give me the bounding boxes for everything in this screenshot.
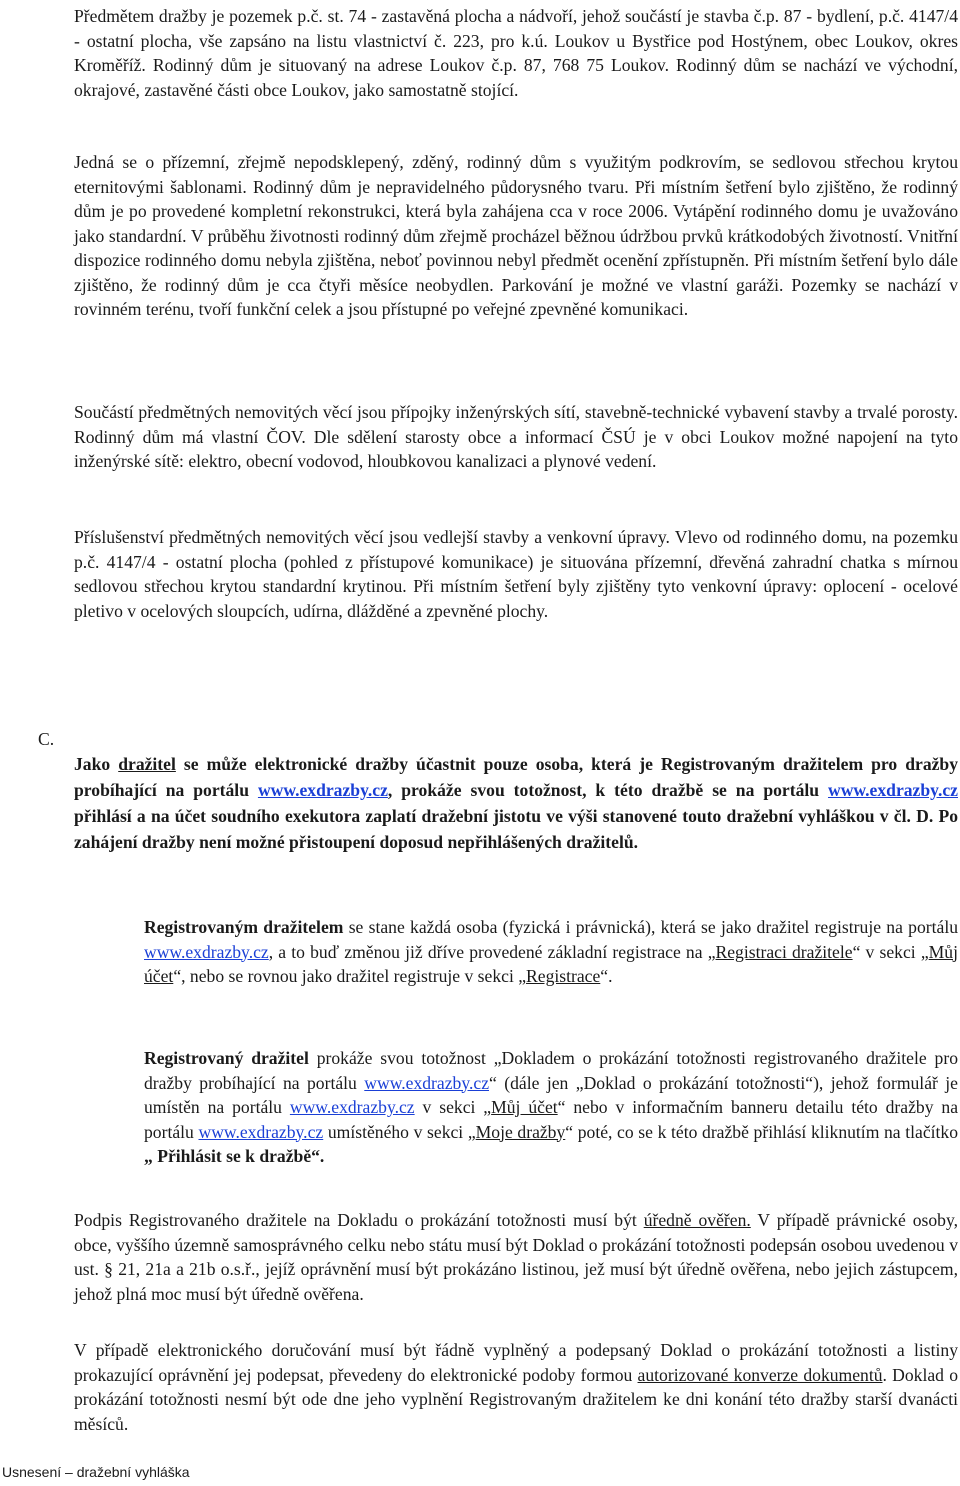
exdrazby-link[interactable]: www.exdrazby.cz: [144, 941, 269, 962]
my-account-section-name: Můj účet: [144, 941, 958, 986]
paragraph-accessories-text: Příslušenství předmětných nemovitých věcí jsou vedlejší stavby a venkovní úpravy. Vlevo od rodinného domu, na pozemku p.č. 4147/4 - ostatní plocha (pohled z přístupové komunikace) je situována přízemní, dřevěná zahradní chatka s mírnou sedlovou střechou krytou standardní krytinou. Při místním šetření byly zjištěny tyto venkovní úpravy: oplocení - ocelové pletivo v ocelových sloupcích, udírna, dlážděné a zpevněné plochy.: [74, 527, 958, 621]
sig2-text-2: . Doklad o prokázání totožnosti nesmí být ode dne jeho vyplnění Registrovaným dražitelem ke dni konání této dražby starší dvanácti měsíců.: [74, 1364, 958, 1434]
exdrazby-link[interactable]: www.exdrazby.cz: [198, 1121, 324, 1142]
reg2-text-6: “ poté, co se k této dražbě přihlásí kliknutím na tlačítko: [565, 1121, 959, 1142]
paragraph-registered-bidder: [74, 915, 958, 989]
login-button-name: „ Přihlásit se k dražbě“.: [144, 1146, 325, 1166]
my-account-section-name: Můj účet: [491, 1097, 558, 1117]
certified-term: úředně ověřen.: [643, 1210, 751, 1230]
paragraph-bidder-conditions: [74, 751, 958, 855]
paragraph-electronic-delivery: [74, 1338, 958, 1436]
reg1-text-2: , a to buď změnou již dříve provedené základní registrace na „: [268, 941, 716, 962]
reg1-text-4: “, nebo se rovnou jako dražitel registruje v sekci „: [173, 966, 527, 986]
paragraph-subject-text: Předmětem dražby je pozemek p.č. st. 74 - zastavěná plocha a nádvoří, jehož součástí je stavba č.p. 87 - bydlení, p.č. 4147/4 - ostatní plocha, vše zapsáno na listu vlastnictví č. 223, pro k.ú. Loukov u Bystřice pod Hostýnem, obec Loukov, okres Kroměříž. Rodinný dům je situovaný na adrese Loukov č.p. 87, 768 75 Loukov. Rodinný dům se nachází ve východní, okrajové, zastavěné části obce Loukov, jako samostatně stojící.: [74, 6, 958, 100]
bidder-text-2: se může elektronické dražby účastnit pouze osoba, která je Registrovaným dražitelem pro dražby probíhající na portálu: [74, 754, 959, 800]
sig1-text-1: Podpis Registrovaného dražitele na Dokladu o prokázání totožnosti musí být: [74, 1210, 644, 1230]
section-label-c: C.: [38, 729, 55, 749]
bidder-text-4: přihlásí a na účet soudního exekutora zaplatí dražební jistotu ve výši stanovené touto dražební vyhláškou v čl. D. Po zahájení dražby není možné přistoupení doposud nepřihlášených dražitelů.: [74, 806, 958, 852]
reg1-text-1: se stane každá osoba (fyzická i právnická), která se jako dražitel registruje na portálu: [343, 917, 959, 937]
paragraph-components: [74, 400, 958, 474]
registered-bidder-term: Registrovaný dražitel: [144, 1048, 309, 1068]
paragraph-house-description: [74, 150, 958, 322]
registration-section-name: Registraci dražitele: [715, 941, 853, 962]
bidder-text-1: Jako: [74, 754, 119, 774]
bidder-term: dražitel: [118, 754, 176, 774]
my-auctions-section-name: Moje dražby: [475, 1121, 566, 1142]
reg2-text-2: “ (dále jen „Doklad o prokázání totožnosti“), jehož formulář je umístěn na portálu: [144, 1072, 958, 1117]
paragraph-subject: [74, 4, 958, 102]
registered-bidder-term: Registrovaným dražitelem: [144, 917, 344, 937]
reg2-text-3: v sekci „: [414, 1097, 492, 1117]
paragraph-signature: [74, 1208, 958, 1306]
paragraph-components-text: Součástí předmětných nemovitých věcí jsou přípojky inženýrských sítí, stavebně-technické vybavení stavby a trvalé porosty. Rodinný dům má vlastní ČOV. Dle sdělení starosty obce a informací ČSÚ je v obci Loukov možné napojení na tyto inženýrské sítě: elektro, obecní vodovod, hloubkovou kanalizaci a plynové vedení.: [74, 402, 958, 471]
paragraph-identity-proof: [74, 1046, 958, 1169]
exdrazby-link[interactable]: www.exdrazby.cz: [289, 1097, 415, 1117]
reg2-text-5: umístěného v sekci „: [323, 1121, 476, 1142]
reg2-text-4: “ nebo v informačním banneru detailu této dražby na portálu: [144, 1097, 959, 1142]
paragraph-accessories: [74, 525, 958, 623]
reg1-text-5: “.: [600, 966, 613, 986]
registration-section-name: Registrace: [526, 966, 601, 986]
bidder-text-3: , prokáže svou totožnost, k této dražbě se na portálu: [387, 780, 829, 800]
exdrazby-link[interactable]: www.exdrazby.cz: [828, 780, 958, 800]
conversion-term: autorizované konverze dokumentů: [637, 1364, 883, 1385]
exdrazby-link[interactable]: www.exdrazby.cz: [364, 1072, 490, 1093]
paragraph-house-description-text: Jedná se o přízemní, zřejmě nepodsklepený, zděný, rodinný dům s využitým podkrovím, se sedlovou střechou krytou eternitovými šablonami. Rodinný dům je nepravidelného půdorysného tvaru. Při místním šetření bylo zjištěno, že rodinný dům je po provedené kompletní rekonstrukci, která byla zahájena cca v roce 2006. Vytápění rodinného domu je uvažováno jako standardní. V průběhu životnosti rodinný dům zřejmě procházel běžnou údržbou prvků krátkodobých životností. Vnitřní dispozice rodinného domu nebyla zjištěna, neboť povinnou nebyl předmět ocenění zpřístupněn. Při místním šetření bylo dále zjištěno, že rodinný dům je cca čtyři měsíce neobydlen. Parkování je možné ve vlastní garáži. Pozemky se nachází v rovinném terénu, tvoří funkční celek a jsou přístupné po veřejné zpevněné komunikaci.: [74, 152, 958, 319]
reg1-text-3: “ v sekci „: [852, 941, 929, 962]
page-footer: Usnesení – dražební vyhláška: [2, 1464, 190, 1480]
sig2-text-1: V případě elektronického doručování musí být řádně vyplněný a podepsaný Doklad o prokázání totožnosti a listiny prokazující oprávnění jej podepsat, převedeny do elektronické podoby formou: [74, 1340, 958, 1385]
sig1-text-2: V případě právnické osoby, obce, vyššího územně samosprávného celku nebo státu musí být Doklad o prokázání totožnosti podepsán osobou uvedenou v ust. § 21, 21a a 21b o.s.ř., jejíž oprávnění musí být prokázáno listinou, jež musí být úředně ověřena, nebo jejich zástupcem, jehož plná moc musí být úředně ověřena.: [74, 1210, 958, 1304]
reg2-text-1: prokáže svou totožnost „Dokladem o prokázání totožnosti registrovaného dražitele pro dražby probíhající na portálu: [144, 1048, 958, 1093]
exdrazby-link[interactable]: www.exdrazby.cz: [257, 780, 388, 800]
